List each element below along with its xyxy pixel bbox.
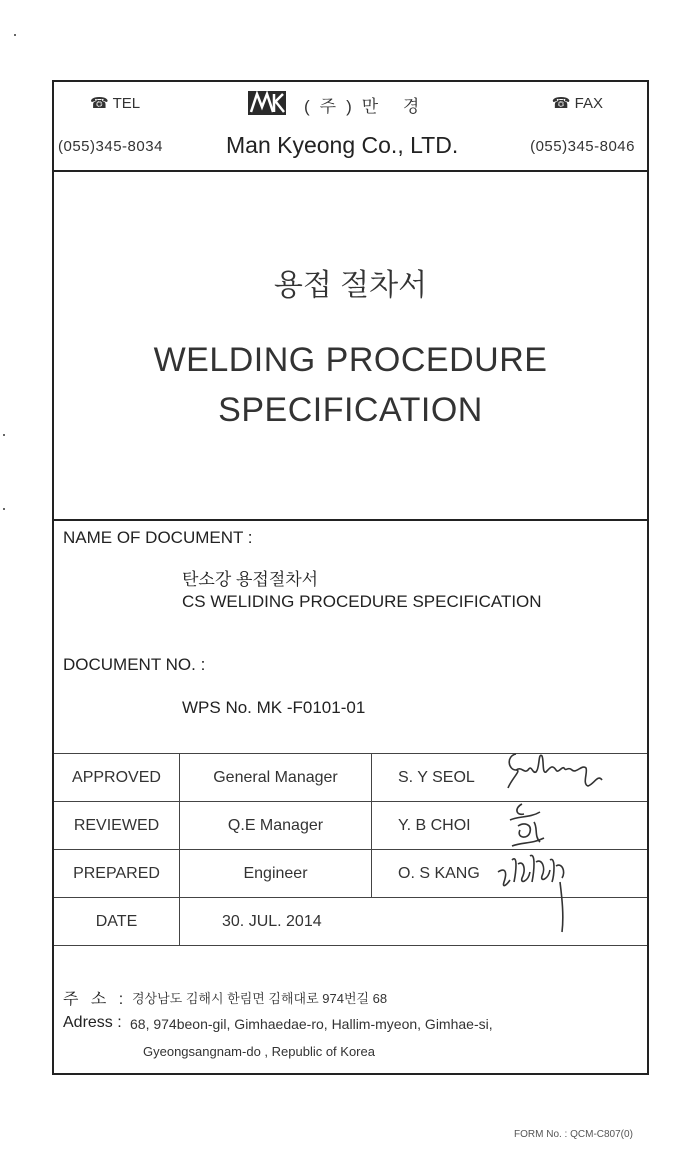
document-number: WPS No. MK -F0101-01 [182, 698, 366, 717]
approval-role: REVIEWED [54, 802, 180, 850]
document-name-label: NAME OF DOCUMENT : [63, 528, 253, 547]
approval-table [54, 753, 647, 946]
scan-speck [3, 434, 5, 436]
document-name-korean: 탄소강 용접절차서 [182, 570, 319, 589]
company-name-korean: (주)만 경 [304, 97, 430, 116]
address-korean: 경상남도 김해시 한림면 김해대로 974번길 68 [132, 991, 388, 1006]
approval-name-cell [372, 802, 648, 850]
approval-name: Y. B CHOI [398, 816, 471, 834]
section-divider [54, 519, 647, 521]
date-label: DATE [54, 898, 180, 946]
company-name-english: Man Kyeong Co., LTD. [226, 132, 459, 158]
approval-title: Engineer [180, 850, 372, 898]
title-english [54, 335, 647, 435]
address-english-line1: 68, 974beon-gil, Gimhaedae-ro, Hallim-myeon, Gimhae-si, [130, 1016, 493, 1032]
company-logo [247, 89, 287, 117]
approval-name: S. Y SEOL [398, 768, 475, 786]
title-english-line1: WELDING PROCEDURE [153, 341, 548, 379]
approval-role: PREPARED [54, 850, 180, 898]
form-number: FORM No. : QCM-C807(0) [514, 1129, 633, 1140]
scan-speck [3, 508, 5, 510]
approval-title: General Manager [180, 754, 372, 802]
approval-title: Q.E Manager [180, 802, 372, 850]
table-row [54, 754, 647, 802]
approval-name-cell [372, 850, 648, 898]
document-name-english: CS WELIDING PROCEDURE SPECIFICATION [182, 592, 542, 611]
tel-label: ☎ TEL [90, 95, 141, 112]
table-row [54, 898, 647, 946]
title-english-line2: SPECIFICATION [218, 391, 483, 429]
approval-name-cell [372, 754, 648, 802]
signature-reviewed [504, 798, 554, 854]
table-row [54, 850, 647, 898]
address-english-label: Adress : [63, 1014, 122, 1031]
company-header [54, 82, 647, 172]
table-row [54, 802, 647, 850]
document-frame [52, 80, 649, 1075]
fax-label: ☎ FAX [551, 95, 603, 112]
title-korean: 용접 절차서 [273, 269, 428, 302]
date-value: 30. JUL. 2014 [180, 898, 648, 946]
signature-approved [502, 744, 612, 796]
approval-name: O. S KANG [398, 864, 480, 882]
approval-role: APPROVED [54, 754, 180, 802]
fax-number: (055)345-8046 [530, 138, 635, 155]
address-english-line2: Gyeongsangnam-do , Republic of Korea [143, 1044, 375, 1059]
tel-number: (055)345-8034 [58, 138, 163, 155]
document-number-label: DOCUMENT NO. : [63, 655, 206, 674]
address-korean-label: 주 소 : [63, 991, 128, 1008]
scan-speck [14, 34, 16, 36]
